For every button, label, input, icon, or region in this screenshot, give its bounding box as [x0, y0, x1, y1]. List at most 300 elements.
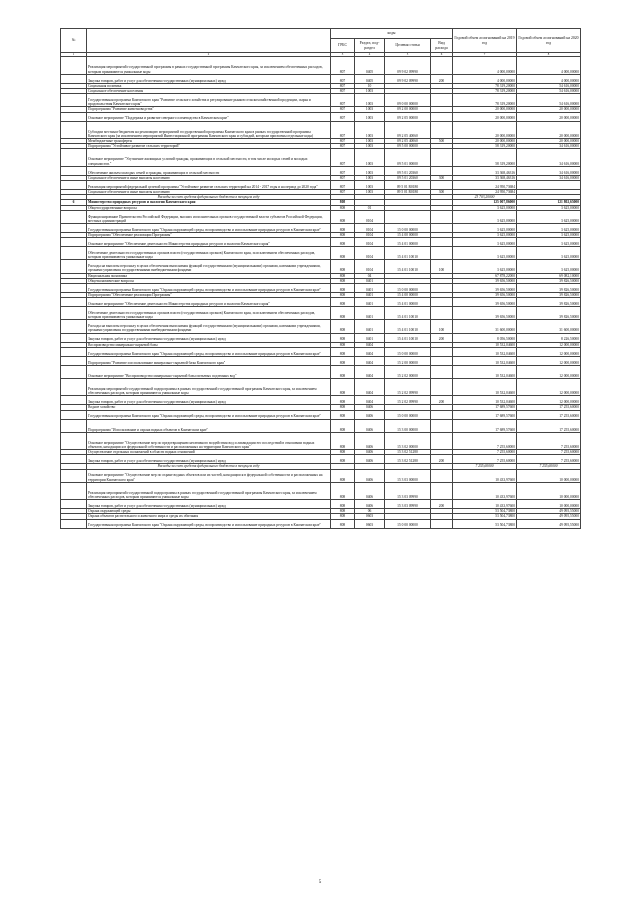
row-target: 15 0 00 00000 — [385, 519, 431, 528]
row-amount-2019: 20 000,00000 — [453, 112, 517, 121]
table-row — [61, 347, 581, 356]
row-number — [61, 74, 87, 83]
row-amount-2019: 3 625,00000 — [453, 238, 517, 247]
row-amount-2019: 58 319,20000 — [453, 149, 517, 166]
row-name: Субсидии местным бюджетам на реализацию мероприятий государственной программы Камчатского края в рамках государственной программы Камчатского края (за исключением мероприятий Инвестиционной программы Камчатского края и субсидий, которым присвоены отдельные коды) — [87, 121, 331, 138]
row-amount-2020: 17 255,60000 — [517, 410, 581, 419]
row-section: 1003 — [355, 149, 385, 166]
row-grbs: 808 — [331, 278, 355, 283]
table-row — [61, 298, 581, 307]
row-section: 0406 — [355, 500, 385, 509]
row-number — [61, 223, 87, 232]
row-amount-2020: 34 616,00000 — [517, 149, 581, 166]
row-name: Расходы за счет средств федерального бюджета в текущем году — [87, 464, 331, 469]
row-target: 15 2 02 09990 — [385, 378, 431, 395]
row-name: Закупка товаров, работ и услуг для обеспечения государственных (муниципальных) нужд — [87, 396, 331, 405]
row-section: 0404 — [355, 347, 385, 356]
row-amount-2020: 31 600,00000 — [517, 320, 581, 333]
row-name: Основное мероприятие "Обеспечение деятельности Министерства природных ресурсов и экологии Камчатского края" — [87, 298, 331, 307]
row-name: Воспроизводство минерально-сырьевой базы — [87, 342, 331, 347]
row-kind — [431, 307, 453, 320]
row-amount-2020: 7 255,60000 — [517, 432, 581, 449]
row-grbs: 808 — [331, 500, 355, 509]
row-amount-2020: 10 000,00000 — [517, 500, 581, 509]
row-name: Основное мероприятие "Обеспечение деятельности Министерства природных ресурсов и экологии Камчатского края" — [87, 238, 331, 247]
row-amount-2020: 39 826,50000 — [517, 278, 581, 283]
row-amount-2019: 4 000,00000 — [453, 74, 517, 83]
row-target: 09 5 01 R0180 — [385, 189, 431, 194]
row-section: 0104 — [355, 210, 385, 223]
row-number — [61, 432, 87, 449]
row-name: Подпрограмма "Развитие и использование минерально-сырьевой базы Камчатского края" — [87, 356, 331, 365]
row-name: Государственная программа Камчатского края "Охрана окружающей среды, воспроизводство и использование природных ресурсов в Камчатском крае" — [87, 283, 331, 292]
row-amount-2019: 125 007,86000 — [453, 200, 517, 205]
row-grbs: 808 — [331, 469, 355, 482]
row-grbs: 807 — [331, 138, 355, 143]
row-name: Основное мероприятие "Осуществление мер по предотвращению негативного воздействия вод и ликвидации его последствий в отношении водных объектов, находящихся в федеральной собственности и расположенных на территории Камчатского края" — [87, 432, 331, 449]
row-amount-2019: 10 532,04600 — [453, 356, 517, 365]
row-grbs: 808 — [331, 482, 355, 499]
page-number: 5 — [318, 880, 322, 885]
row-section: 0406 — [355, 419, 385, 432]
row-amount-2019: 53 504,73800 — [453, 514, 517, 519]
row-kind — [431, 180, 453, 189]
row-amount-2020: 3 625,00000 — [517, 247, 581, 260]
table-row — [61, 307, 581, 320]
row-target: 09 9 02 09990 — [385, 57, 431, 74]
table-row — [61, 166, 581, 175]
row-kind: 300 — [431, 189, 453, 194]
row-name: Закупка товаров, работ и услуг для обеспечения государственных (муниципальных) нужд — [87, 74, 331, 83]
row-name: Подпрограмма "Обеспечение реализации Программы" — [87, 292, 331, 297]
row-section: 0405 — [355, 57, 385, 74]
row-amount-2020: 39 826,50000 — [517, 283, 581, 292]
column-number: 7 — [453, 53, 517, 57]
row-amount-2019: 17 689,57600 — [453, 419, 517, 432]
row-grbs: 808 — [331, 232, 355, 237]
row-amount-2020: 20 000,00000 — [517, 112, 581, 121]
row-kind: 200 — [431, 396, 453, 405]
column-number: 1 — [61, 53, 87, 57]
row-name: Подпрограмма "Использование и охрана водных объектов в Камчатском крае" — [87, 419, 331, 432]
table-row — [61, 419, 581, 432]
row-grbs: 808 — [331, 519, 355, 528]
row-grbs: 808 — [331, 419, 355, 432]
row-kind: 100 — [431, 320, 453, 333]
row-name: Расходы за счет средств федерального бюджета в текущем году — [87, 195, 331, 200]
row-grbs: 807 — [331, 121, 355, 138]
row-amount-2019: 24 950,73684 — [453, 189, 517, 194]
row-name: Государственная программа Камчатского края "Охрана окружающей среды, воспроизводство и использование природных ресурсов в Камчатском крае" — [87, 347, 331, 356]
row-section: 0406 — [355, 482, 385, 499]
row-name: Охрана объектов растительного и животного мира и среды их обитания — [87, 514, 331, 519]
row-amount-2020: 34 616,00000 — [517, 166, 581, 175]
row-number — [61, 94, 87, 107]
row-name: Обеспечение деятельности государственных органов власти (государственных органов) Камчатского края, за исключением обеспеченных расходов, которым присваиваются уникальные коды — [87, 307, 331, 320]
row-amount-2020: 17 255,60000 — [517, 405, 581, 410]
row-grbs: 807 — [331, 89, 355, 94]
row-amount-2019: 10 532,04600 — [453, 342, 517, 347]
row-amount-2019: 7 255,60000 — [453, 464, 517, 469]
row-name: Обеспечение жильем молодых семей и граждан, проживающих в сельской местности — [87, 166, 331, 175]
row-number — [61, 57, 87, 74]
row-name: Основное мероприятие "Улучшение жилищных условий граждан, проживающих в сельской местности, в том числе молодых семей и молодых специалистов." — [87, 149, 331, 166]
row-grbs: 808 — [331, 205, 355, 210]
row-kind — [431, 482, 453, 499]
row-amount-2020: 49 095,55000 — [517, 509, 581, 514]
row-amount-2019: 10 532,04600 — [453, 378, 517, 395]
row-name: Осуществление отдельных полномочий в области водных отношений — [87, 450, 331, 455]
row-kind — [431, 469, 453, 482]
row-section: 0406 — [355, 405, 385, 410]
row-number — [61, 320, 87, 333]
row-amount-2020: 54 616,00000 — [517, 94, 581, 107]
row-grbs: 808 — [331, 378, 355, 395]
row-target: 09 5 01 20360 — [385, 166, 431, 175]
row-grbs: 807 — [331, 166, 355, 175]
row-target: 09 5 01 R0180 — [385, 180, 431, 189]
row-amount-2019: 7 255,60000 — [453, 450, 517, 455]
row-number — [61, 247, 87, 260]
row-grbs: 808 — [331, 455, 355, 464]
row-target: 15 3 02 51280 — [385, 455, 431, 464]
row-number — [61, 180, 87, 189]
table-row — [61, 519, 581, 528]
row-section: 06 — [355, 509, 385, 514]
row-grbs: 808 — [331, 260, 355, 273]
header-section: Раздел, под-раздел — [355, 39, 385, 53]
row-section: 0401 — [355, 278, 385, 283]
row-amount-2019: 7 255,60000 — [453, 432, 517, 449]
row-number — [61, 519, 87, 528]
row-amount-2019: 7 255,60000 — [453, 455, 517, 464]
row-name: Подпрограмма "Устойчивое развитие сельских территорий" — [87, 144, 331, 149]
column-number: 3 — [331, 53, 355, 57]
row-target: 15 4 01 10010 — [385, 307, 431, 320]
row-grbs: 807 — [331, 74, 355, 83]
header-2019: Годовой объем ассигнований на 2019 год — [453, 29, 517, 53]
row-target: 09 2 05 00000 — [385, 112, 431, 121]
row-name: Подпрограмма "Развитие животноводства" — [87, 107, 331, 112]
row-kind — [431, 298, 453, 307]
row-amount-2020: 34 616,00000 — [517, 175, 581, 180]
row-name: Реализация мероприятий государственной подпрограммы в рамках государственной государственной программы Камчатского края, за исключением обеспеченных расходов, которым принимаются уникальные коды — [87, 378, 331, 395]
row-amount-2019: 39 656,50000 — [453, 278, 517, 283]
budget-table — [60, 28, 581, 529]
row-grbs: 808 — [331, 450, 355, 455]
row-target: 15 4 00 00000 — [385, 292, 431, 297]
row-name: Основное мероприятие "Осуществление мер по охране водных объектов или их частей, находящихся в федеральной собственности и расположенных на территории Камчатского края" — [87, 469, 331, 482]
row-grbs: 808 — [331, 298, 355, 307]
row-section: 0104 — [355, 247, 385, 260]
row-name: Охрана окружающей среды — [87, 509, 331, 514]
row-grbs: 807 — [331, 149, 355, 166]
row-kind — [431, 94, 453, 107]
row-amount-2019: 67 878,22000 — [453, 273, 517, 278]
row-section: 0404 — [355, 365, 385, 378]
row-section: 0104 — [355, 232, 385, 237]
row-number: 6 — [61, 200, 87, 205]
table-body — [61, 57, 581, 528]
row-kind — [431, 378, 453, 395]
row-amount-2019: 39 656,50000 — [453, 283, 517, 292]
row-amount-2019: 10 433,97600 — [453, 482, 517, 499]
table-row — [61, 149, 581, 166]
row-target: 15 3 03 00000 — [385, 469, 431, 482]
table-row — [61, 410, 581, 419]
row-name: Расходы на выплаты персоналу в целях обеспечения выполнения функций государственными (муниципальными) органами, казенными учреждениями, органами управления государственными внебюджетными фондами — [87, 260, 331, 273]
table-row — [61, 365, 581, 378]
row-kind — [431, 149, 453, 166]
row-grbs: 808 — [331, 307, 355, 320]
row-section: 0401 — [355, 320, 385, 333]
row-section: 1003 — [355, 180, 385, 189]
row-section: 0406 — [355, 410, 385, 419]
row-number — [61, 455, 87, 464]
row-number — [61, 238, 87, 247]
table-row — [61, 180, 581, 189]
row-target: 09 5 00 00000 — [385, 144, 431, 149]
row-amount-2020: 39 826,50000 — [517, 292, 581, 297]
row-grbs: 807 — [331, 94, 355, 107]
row-number — [61, 419, 87, 432]
row-number — [61, 210, 87, 223]
row-amount-2019: 10 532,04600 — [453, 347, 517, 356]
row-amount-2020: 39 826,50000 — [517, 307, 581, 320]
row-section: 0406 — [355, 432, 385, 449]
row-section: 0104 — [355, 238, 385, 247]
row-amount-2019: 53 504,73800 — [453, 519, 517, 528]
row-amount-2020: 7 255,60000 — [517, 464, 581, 469]
row-amount-2020: 49 095,55000 — [517, 519, 581, 528]
row-target: 15 0 00 00000 — [385, 410, 431, 419]
row-kind — [431, 519, 453, 528]
row-amount-2019: 33 368,46316 — [453, 175, 517, 180]
header-name — [87, 29, 331, 53]
row-kind — [431, 419, 453, 432]
row-kind: 200 — [431, 500, 453, 509]
row-name: Общегосударственные вопросы — [87, 205, 331, 210]
row-grbs: 807 — [331, 175, 355, 180]
row-amount-2020: 20 000,00000 — [517, 138, 581, 143]
row-grbs: 808 — [331, 509, 355, 514]
row-section: 0603 — [355, 514, 385, 519]
row-grbs: 807 — [331, 180, 355, 189]
row-name: Функционирование Правительства Российской Федерации, высших исполнительных органов государственной власти субъектов Российской Федерации, местных администраций — [87, 210, 331, 223]
row-amount-2020: 12 000,00000 — [517, 347, 581, 356]
row-number — [61, 378, 87, 395]
row-amount-2020: 17 255,60000 — [517, 419, 581, 432]
row-section: 0401 — [355, 307, 385, 320]
row-name: Подпрограмма "Обеспечение реализации Программы" — [87, 232, 331, 237]
row-target: 15 4 01 00000 — [385, 298, 431, 307]
row-number — [61, 333, 87, 342]
row-amount-2019: 58 319,20000 — [453, 144, 517, 149]
row-kind — [431, 210, 453, 223]
row-amount-2020: 7 255,60000 — [517, 455, 581, 464]
row-name: Социальная политика — [87, 83, 331, 88]
row-amount-2020: 121 802,65000 — [517, 200, 581, 205]
table-row — [61, 482, 581, 499]
row-target: 15 2 02 00000 — [385, 365, 431, 378]
row-name: Общеэкономические вопросы — [87, 278, 331, 283]
row-amount-2019: 17 689,57600 — [453, 410, 517, 419]
row-grbs: 807 — [331, 107, 355, 112]
table-row — [61, 112, 581, 121]
row-name: Социальное обеспечение и иные выплаты населению — [87, 175, 331, 180]
row-target: 09 5 01 00000 — [385, 149, 431, 166]
row-amount-2019: 3 625,00000 — [453, 205, 517, 210]
row-grbs: 808 — [331, 410, 355, 419]
row-section: 0104 — [355, 260, 385, 273]
header-target: Целевая статья — [385, 39, 431, 53]
row-number — [61, 260, 87, 273]
row-section: 1003 — [355, 189, 385, 194]
row-grbs: 807 — [331, 189, 355, 194]
row-section: 0401 — [355, 298, 385, 307]
row-amount-2020: 39 826,50000 — [517, 298, 581, 307]
row-amount-2019: 33 368,46316 — [453, 166, 517, 175]
row-name: Закупка товаров, работ и услуг для обеспечения государственных (муниципальных) нужд — [87, 333, 331, 342]
table-row — [61, 238, 581, 247]
table-row — [61, 210, 581, 223]
row-number — [61, 121, 87, 138]
row-amount-2020: 34 616,00000 — [517, 144, 581, 149]
row-amount-2020: 20 000,00000 — [517, 121, 581, 138]
row-section: 0603 — [355, 519, 385, 528]
table-row — [61, 378, 581, 395]
row-grbs: 807 — [331, 57, 355, 74]
row-grbs: 807 — [331, 112, 355, 121]
row-kind: 500 — [431, 138, 453, 143]
row-amount-2020: 54 616,00000 — [517, 83, 581, 88]
row-amount-2019: 10 532,04600 — [453, 396, 517, 405]
row-section: 0404 — [355, 396, 385, 405]
row-number — [61, 166, 87, 175]
row-amount-2019: 17 689,57600 — [453, 405, 517, 410]
row-number — [61, 365, 87, 378]
row-target: 15 3 03 09990 — [385, 500, 431, 509]
row-amount-2019: 10 433,97600 — [453, 500, 517, 509]
row-amount-2019: 24 950,73684 — [453, 180, 517, 189]
row-amount-2020: 3 625,00000 — [517, 223, 581, 232]
row-amount-2020: 7 255,60000 — [517, 450, 581, 455]
row-target: 15 4 01 10010 — [385, 333, 431, 342]
row-target: 09 2 05 40060 — [385, 121, 431, 138]
row-target: 15 4 00 00000 — [385, 232, 431, 237]
row-section: 10 — [355, 83, 385, 88]
row-grbs: 807 — [331, 83, 355, 88]
row-number — [61, 482, 87, 499]
row-name: Расходы на выплаты персоналу в целях обеспечения выполнения функций государственными (муниципальными) органами, казенными учреждениями, органами управления государственными внебюджетными фондами — [87, 320, 331, 333]
row-amount-2019: 3 625,00000 — [453, 247, 517, 260]
row-target: 15 4 01 10010 — [385, 260, 431, 273]
table-row — [61, 356, 581, 365]
row-target: 09 9 02 09990 — [385, 74, 431, 83]
row-number — [61, 347, 87, 356]
row-amount-2020: 8 226,50000 — [517, 333, 581, 342]
row-amount-2020: 12 000,00000 — [517, 396, 581, 405]
row-amount-2020: 69 082,10000 — [517, 273, 581, 278]
header-codes: коды — [331, 29, 453, 39]
row-number — [61, 149, 87, 166]
row-kind — [431, 247, 453, 260]
row-amount-2019: 53 504,73800 — [453, 509, 517, 514]
row-name: Государственная программа Камчатского края "Охрана окружающей среды, воспроизводство и использование природных ресурсов в Камчатском крае" — [87, 410, 331, 419]
row-grbs: 808 — [331, 514, 355, 519]
header-number: № — [61, 29, 87, 53]
row-amount-2020: 3 625,00000 — [517, 260, 581, 273]
row-name: Обеспечение деятельности государственных органов власти (государственных органов) Камчатского края, за исключением обеспеченных расходов, которым присваиваются уникальные коды — [87, 247, 331, 260]
row-amount-2020: 12 000,00000 — [517, 342, 581, 347]
row-name: Межбюджетные трансферты — [87, 138, 331, 143]
row-section: 0104 — [355, 223, 385, 232]
row-grbs: 808 — [331, 247, 355, 260]
row-section: 1003 — [355, 121, 385, 138]
table-row — [61, 469, 581, 482]
row-kind — [431, 238, 453, 247]
row-target — [385, 210, 431, 223]
table-row — [61, 223, 581, 232]
row-number — [61, 500, 87, 509]
row-grbs: 808 — [331, 292, 355, 297]
row-kind — [431, 432, 453, 449]
table-row — [61, 396, 581, 405]
row-section: 0404 — [355, 342, 385, 347]
row-amount-2020 — [517, 180, 581, 189]
row-amount-2019: 3 625,00000 — [453, 223, 517, 232]
row-amount-2020: 12 000,00000 — [517, 365, 581, 378]
row-section: 0404 — [355, 356, 385, 365]
row-amount-2020: 54 616,00000 — [517, 89, 581, 94]
row-name: Закупка товаров, работ и услуг для обеспечения государственных (муниципальных) нужд — [87, 500, 331, 509]
row-grbs: 808 — [331, 432, 355, 449]
row-name: Реализация мероприятий федеральной целевой программы "Устойчивое развитие сельских территорий на 2014 - 2017 годы и на период до 2020 года" — [87, 180, 331, 189]
row-section: 0401 — [355, 333, 385, 342]
row-amount-2020: 12 000,00000 — [517, 378, 581, 395]
row-target: 15 3 02 51280 — [385, 450, 431, 455]
row-name: Реализация мероприятий государственной программы в рамках государственной программы Камчатского края, за исключением обеспеченных расходов, которым принимаются уникальные коды — [87, 57, 331, 74]
table-row — [61, 94, 581, 107]
row-kind — [431, 356, 453, 365]
row-target: 15 4 01 10010 — [385, 247, 431, 260]
row-name: Социальное обеспечение и иные выплаты населению — [87, 189, 331, 194]
row-target: 15 2 02 09990 — [385, 396, 431, 405]
row-grbs: 808 — [331, 238, 355, 247]
row-target: 15 0 00 00000 — [385, 223, 431, 232]
row-section: 0406 — [355, 455, 385, 464]
row-amount-2019: 39 656,50000 — [453, 292, 517, 297]
row-name: Основное мероприятие "Воспроизводство минерально-сырьевой базы питьевых подземных вод" — [87, 365, 331, 378]
row-amount-2020: 49 095,55000 — [517, 514, 581, 519]
row-grbs: 808 — [331, 223, 355, 232]
header-grbs: ГРБС — [331, 39, 355, 53]
row-name: Государственная программа Камчатского края "Охрана окружающей среды, воспроизводство и использование природных ресурсов в Камчатском крае" — [87, 223, 331, 232]
row-amount-2019: 8 056,50000 — [453, 333, 517, 342]
row-kind — [431, 365, 453, 378]
row-amount-2020: 20 000,00000 — [517, 107, 581, 112]
row-number — [61, 283, 87, 292]
row-name: Закупка товаров, работ и услуг для обеспечения государственных (муниципальных) нужд — [87, 455, 331, 464]
table-row — [61, 283, 581, 292]
row-target: 09 0 00 00000 — [385, 94, 431, 107]
row-section: 01 — [355, 205, 385, 210]
table-row — [61, 320, 581, 333]
table-row — [61, 260, 581, 273]
row-section: 1003 — [355, 144, 385, 149]
row-kind — [431, 121, 453, 138]
row-grbs: 808 — [331, 396, 355, 405]
